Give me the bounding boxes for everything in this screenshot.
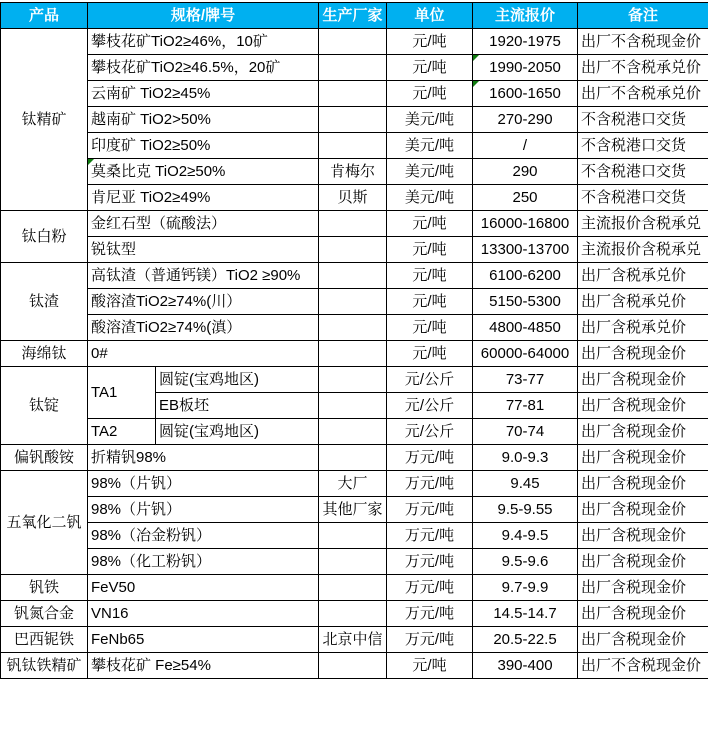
- note-cell: 出厂含税现金价: [578, 419, 708, 445]
- price-cell: 9.7-9.9: [473, 575, 578, 601]
- price-table: [0, 2, 708, 679]
- table-header: [1, 3, 708, 29]
- table-row: [1, 523, 708, 549]
- table-row: [1, 497, 708, 523]
- spec-cell: 印度矿 TiO2≥50%: [88, 133, 319, 159]
- note-cell: 出厂不含税承兑价: [578, 55, 708, 81]
- factory-cell: [319, 341, 387, 367]
- unit-cell: 元/吨: [387, 237, 473, 263]
- table-row: [1, 601, 708, 627]
- factory-cell: [319, 81, 387, 107]
- price-cell: 4800-4850: [473, 315, 578, 341]
- unit-cell: 美元/吨: [387, 159, 473, 185]
- factory-cell: 贝斯: [319, 185, 387, 211]
- table-row: [1, 289, 708, 315]
- note-cell: 出厂含税承兑价: [578, 315, 708, 341]
- spec-cell: 98%（片钒）: [88, 497, 319, 523]
- factory-cell: [319, 315, 387, 341]
- unit-cell: 万元/吨: [387, 497, 473, 523]
- unit-cell: 万元/吨: [387, 601, 473, 627]
- table-row: [1, 263, 708, 289]
- note-cell: 不含税港口交货: [578, 185, 708, 211]
- grade-cell: TA1: [88, 367, 156, 419]
- note-cell: 出厂含税承兑价: [578, 263, 708, 289]
- spec-cell: 攀枝花矿 Fe≥54%: [88, 653, 319, 679]
- table-row: [1, 29, 708, 55]
- table-row: [1, 367, 708, 393]
- spec-cell: EB板坯: [156, 393, 319, 419]
- price-cell: 60000-64000: [473, 341, 578, 367]
- note-cell: 出厂含税现金价: [578, 601, 708, 627]
- table-row: [1, 107, 708, 133]
- table-row: [1, 315, 708, 341]
- spec-cell: 高钛渣（普通钙镁）TiO2 ≥90%: [88, 263, 319, 289]
- header-factory-cell: 生产厂家: [319, 3, 387, 29]
- spec-cell: FeV50: [88, 575, 319, 601]
- price-cell: 9.4-9.5: [473, 523, 578, 549]
- grade-cell: TA2: [88, 419, 156, 445]
- note-cell: 出厂含税现金价: [578, 393, 708, 419]
- price-cell: 20.5-22.5: [473, 627, 578, 653]
- unit-cell: 美元/吨: [387, 133, 473, 159]
- product-cell: 钒氮合金: [1, 601, 88, 627]
- unit-cell: 元/公斤: [387, 419, 473, 445]
- unit-cell: 万元/吨: [387, 471, 473, 497]
- factory-cell: 大厂: [319, 471, 387, 497]
- spec-cell: 攀枝花矿TiO2≥46%，10矿: [88, 29, 319, 55]
- note-cell: 出厂含税现金价: [578, 627, 708, 653]
- spec-cell: 折精钒98%: [88, 445, 319, 471]
- price-cell: 250: [473, 185, 578, 211]
- spec-cell: 金红石型（硫酸法）: [88, 211, 319, 237]
- note-cell: 出厂含税现金价: [578, 497, 708, 523]
- product-cell: 钛精矿: [1, 29, 88, 211]
- product-cell: 五氧化二钒: [1, 471, 88, 575]
- factory-cell: 北京中信: [319, 627, 387, 653]
- factory-cell: [319, 133, 387, 159]
- factory-cell: [319, 445, 387, 471]
- table-row: [1, 549, 708, 575]
- product-cell: 钛白粉: [1, 211, 88, 263]
- factory-cell: [319, 55, 387, 81]
- factory-cell: 肯梅尔: [319, 159, 387, 185]
- spec-cell: 攀枝花矿TiO2≥46.5%，20矿: [88, 55, 319, 81]
- unit-cell: 万元/吨: [387, 523, 473, 549]
- unit-cell: 万元/吨: [387, 575, 473, 601]
- flag-triangle-icon: [88, 159, 94, 165]
- price-cell: 9.45: [473, 471, 578, 497]
- spec-cell: 云南矿 TiO2≥45%: [88, 81, 319, 107]
- spec-cell: 98%（化工粉钒）: [88, 549, 319, 575]
- note-cell: 不含税港口交货: [578, 107, 708, 133]
- header-note-cell: 备注: [578, 3, 708, 29]
- note-cell: 出厂含税承兑价: [578, 289, 708, 315]
- unit-cell: 万元/吨: [387, 549, 473, 575]
- table-row: [1, 575, 708, 601]
- table-row: [1, 341, 708, 367]
- factory-cell: [319, 419, 387, 445]
- factory-cell: 其他厂家: [319, 497, 387, 523]
- price-cell: 9.5-9.55: [473, 497, 578, 523]
- flag-triangle-icon: [473, 55, 479, 61]
- price-cell: 6100-6200: [473, 263, 578, 289]
- price-cell: 5150-5300: [473, 289, 578, 315]
- unit-cell: 美元/吨: [387, 107, 473, 133]
- table-row: [1, 445, 708, 471]
- header-row: [1, 3, 708, 29]
- factory-cell: [319, 575, 387, 601]
- unit-cell: 元/公斤: [387, 367, 473, 393]
- header-spec-cell: 规格/牌号: [88, 3, 319, 29]
- spec-cell: 锐钛型: [88, 237, 319, 263]
- factory-cell: [319, 393, 387, 419]
- spec-cell: 98%（冶金粉钒）: [88, 523, 319, 549]
- product-cell: 钛锭: [1, 367, 88, 445]
- note-cell: 出厂含税现金价: [578, 471, 708, 497]
- note-cell: 出厂不含税现金价: [578, 653, 708, 679]
- spec-cell: 圆锭(宝鸡地区): [156, 367, 319, 393]
- table-row: [1, 55, 708, 81]
- note-cell: 出厂含税现金价: [578, 367, 708, 393]
- factory-cell: [319, 29, 387, 55]
- price-cell: 14.5-14.7: [473, 601, 578, 627]
- unit-cell: 元/吨: [387, 315, 473, 341]
- table-row: [1, 211, 708, 237]
- spec-cell: 越南矿 TiO2>50%: [88, 107, 319, 133]
- spec-cell: 0#: [88, 341, 319, 367]
- table-row: [1, 133, 708, 159]
- factory-cell: [319, 549, 387, 575]
- price-cell: 290: [473, 159, 578, 185]
- note-cell: 主流报价含税承兑: [578, 237, 708, 263]
- product-cell: 钒铁: [1, 575, 88, 601]
- price-cell: 70-74: [473, 419, 578, 445]
- table-row: [1, 237, 708, 263]
- price-cell: 9.5-9.6: [473, 549, 578, 575]
- factory-cell: [319, 523, 387, 549]
- unit-cell: 美元/吨: [387, 185, 473, 211]
- price-cell: 73-77: [473, 367, 578, 393]
- factory-cell: [319, 367, 387, 393]
- spec-cell: 酸溶渣TiO2≥74%(滇）: [88, 315, 319, 341]
- factory-cell: [319, 263, 387, 289]
- note-cell: 出厂含税现金价: [578, 575, 708, 601]
- header-price-cell: 主流报价: [473, 3, 578, 29]
- price-cell: 1990-2050: [473, 55, 578, 81]
- unit-cell: 万元/吨: [387, 627, 473, 653]
- note-cell: 出厂含税现金价: [578, 341, 708, 367]
- price-cell: 1600-1650: [473, 81, 578, 107]
- factory-cell: [319, 237, 387, 263]
- unit-cell: 元/吨: [387, 211, 473, 237]
- table-body: [1, 29, 708, 679]
- product-cell: 钒钛铁精矿: [1, 653, 88, 679]
- product-cell: 海绵钛: [1, 341, 88, 367]
- note-cell: 不含税港口交货: [578, 159, 708, 185]
- unit-cell: 元/吨: [387, 341, 473, 367]
- spec-cell: FeNb65: [88, 627, 319, 653]
- spec-cell: 98%（片钒）: [88, 471, 319, 497]
- table-row: [1, 471, 708, 497]
- note-cell: 主流报价含税承兑: [578, 211, 708, 237]
- table-row: [1, 185, 708, 211]
- price-cell: 9.0-9.3: [473, 445, 578, 471]
- factory-cell: [319, 107, 387, 133]
- note-cell: 出厂含税现金价: [578, 549, 708, 575]
- note-cell: 出厂不含税承兑价: [578, 81, 708, 107]
- unit-cell: 元/吨: [387, 55, 473, 81]
- spec-cell: 酸溶渣TiO2≥74%(川）: [88, 289, 319, 315]
- product-cell: 巴西铌铁: [1, 627, 88, 653]
- price-cell: 1920-1975: [473, 29, 578, 55]
- factory-cell: [319, 211, 387, 237]
- price-cell: 13300-13700: [473, 237, 578, 263]
- factory-cell: [319, 601, 387, 627]
- unit-cell: 元/吨: [387, 289, 473, 315]
- product-cell: 钛渣: [1, 263, 88, 341]
- factory-cell: [319, 289, 387, 315]
- unit-cell: 元/公斤: [387, 393, 473, 419]
- unit-cell: 元/吨: [387, 653, 473, 679]
- header-product-cell: 产品: [1, 3, 88, 29]
- table-row: [1, 81, 708, 107]
- note-cell: 出厂含税现金价: [578, 445, 708, 471]
- price-cell: /: [473, 133, 578, 159]
- spec-cell: 圆锭(宝鸡地区): [156, 419, 319, 445]
- header-unit-cell: 单位: [387, 3, 473, 29]
- unit-cell: 元/吨: [387, 263, 473, 289]
- price-cell: 390-400: [473, 653, 578, 679]
- spec-cell: 肯尼亚 TiO2≥49%: [88, 185, 319, 211]
- unit-cell: 元/吨: [387, 29, 473, 55]
- price-cell: 77-81: [473, 393, 578, 419]
- unit-cell: 万元/吨: [387, 445, 473, 471]
- note-cell: 出厂含税现金价: [578, 523, 708, 549]
- factory-cell: [319, 653, 387, 679]
- price-cell: 270-290: [473, 107, 578, 133]
- spec-cell: 莫桑比克 TiO2≥50%: [88, 159, 319, 185]
- unit-cell: 元/吨: [387, 81, 473, 107]
- table-row: [1, 627, 708, 653]
- table-row: [1, 653, 708, 679]
- table-row: [1, 159, 708, 185]
- product-cell: 偏钒酸铵: [1, 445, 88, 471]
- note-cell: 出厂不含税现金价: [578, 29, 708, 55]
- price-cell: 16000-16800: [473, 211, 578, 237]
- note-cell: 不含税港口交货: [578, 133, 708, 159]
- table-row: [1, 419, 708, 445]
- flag-triangle-icon: [473, 81, 479, 87]
- spec-cell: VN16: [88, 601, 319, 627]
